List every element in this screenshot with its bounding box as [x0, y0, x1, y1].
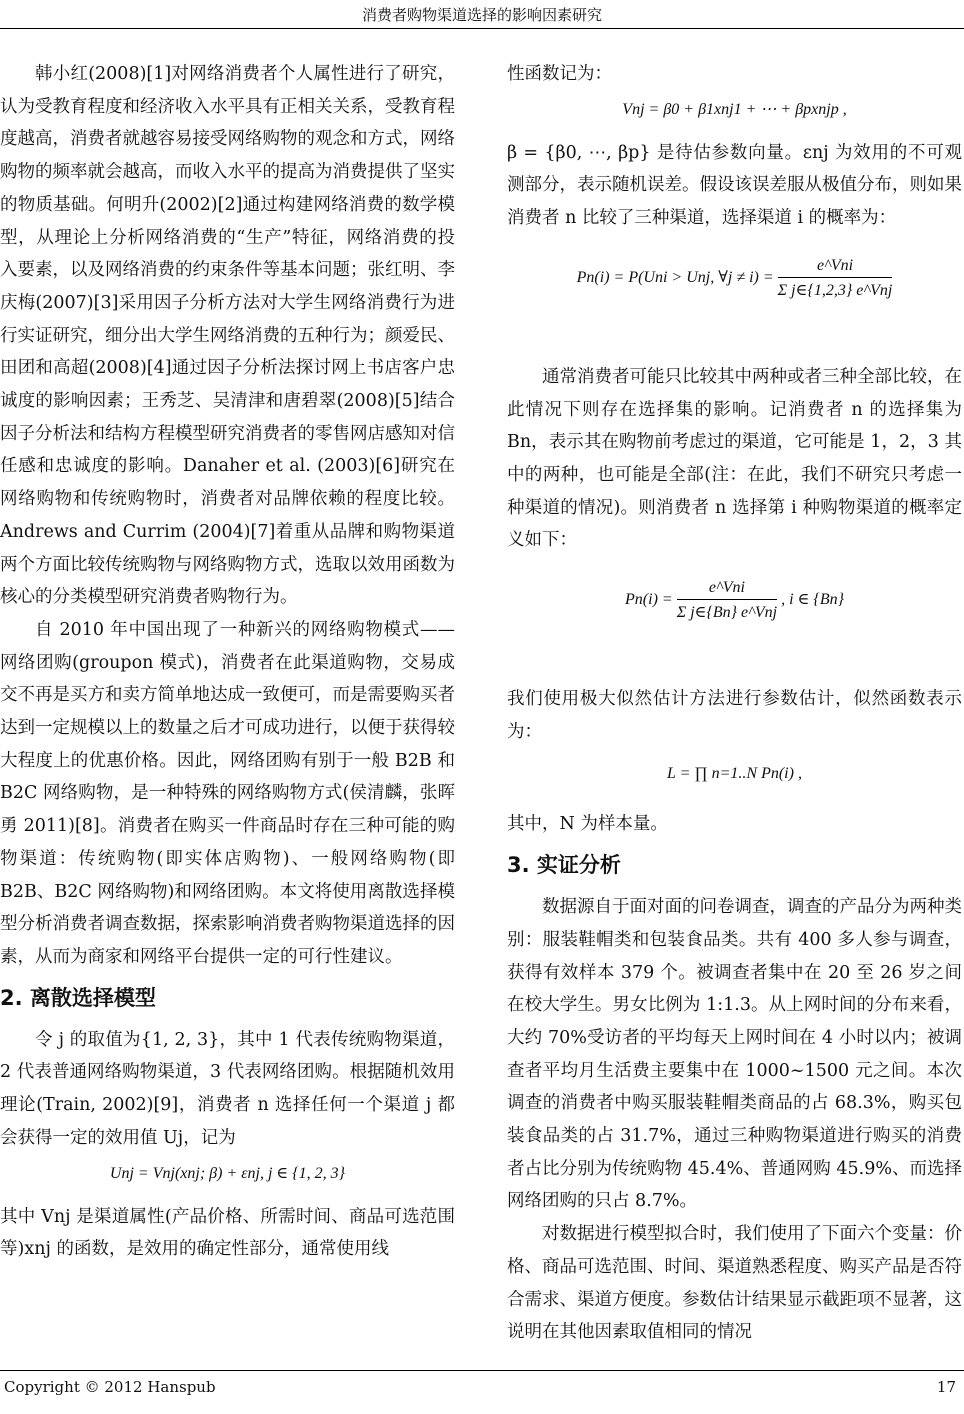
eq4-fraction: [677, 579, 777, 622]
right-column: [507, 58, 962, 1349]
section-heading-discrete-choice: 2. 离散选择模型: [0, 985, 156, 1010]
equation-choice-set-probability: [507, 565, 962, 665]
paragraph-likelihood: 我们使用极大似然估计方法进行参数估计，似然函数表示为：: [507, 689, 962, 742]
paragraph-utility-definition: 令 j 的取值为{1, 2, 3}，其中 1 代表传统购物渠道，2 代表普通网络购物渠道，3 代表网络团购。根据随机效用理论(Train, 2002)[9]，消费者 n 选择任何一个渠道 j 都会获得一定的效用值 Uj，记为: [0, 1029, 455, 1148]
eq3-left: Pn(i) = P(Uni > Unj, ∀j ≠ i) =: [576, 268, 774, 286]
paragraph-literature-review: 韩小红(2008)[1]对网络消费者个人属性进行了研究，认为受教育程度和经济收入水平具有正相关关系，受教育程度越高，消费者就越容易接受网络购物的观念和方式，网络购物的频率就会越高，而收入水平的提高为消费提供了坚实的物质基础。何明升(2002)[2]通过构建网络消费的数学模型，从理论上分析网络消费的“生产”特征，网络消费的投入要素，以及网络消费的约束条件等基本问题；张红明、李庆梅(2007)[3]采用因子分析方法对大学生网络消费行为进行实证研究，细分出大学生网络消费的五种行为；颜爱民、田团和高超(2008)[4]通过因子分析法探讨网上书店客户忠诚度的影响因素；王秀芝、吴清津和唐碧翠(2008)[5]结合因子分析法和结构方程模型研究消费者的零售网店感知对信任感和忠诚度的影响。Danaher et al. (2003)[6]研究在网络购物和传统购物时，消费者对品牌依赖的程度比较。Andrews and Currim (2004)[7]着重从品牌和购物渠道两个方面比较传统购物与网络购物方式，选取以效用函数为核心的分类模型研究消费者购物行为。: [0, 64, 455, 608]
eq4-numerator: e^Vni: [677, 579, 777, 600]
eq3-denominator: Σ j∈{1,2,3} e^Vnj: [777, 281, 893, 299]
equation-logit-probability: [507, 243, 962, 343]
page-number: 17: [936, 1378, 956, 1396]
left-column: [0, 58, 455, 1266]
eq3-numerator: e^Vni: [778, 257, 893, 278]
eq4-left: Pn(i) =: [625, 591, 673, 609]
paragraph-beta-vector: β = {β0, ⋯, βp} 是待估参数向量。εnj 为效用的不可观测部分，表示随机误差。假设该误差服从极值分布，则如果消费者 n 比较了三种渠道，选择渠道 i 的概率为：: [507, 142, 962, 229]
page-footer: [0, 1378, 964, 1408]
paragraph-sample-size: 其中，N 为样本量。: [507, 814, 668, 835]
running-header: [0, 0, 964, 25]
paragraph-linear-function: 性函数记为：: [507, 64, 612, 84]
eq4-right: , i ∈ {Bn}: [781, 591, 844, 609]
equation-likelihood: L = ∏ n=1..N Pn(i) ,: [667, 765, 802, 783]
equation-utility: Unj = Vnj(xnj; β) + εnj, j ∈ {1, 2, 3}: [109, 1164, 346, 1182]
copyright-text: Copyright © 2012 Hanspub: [4, 1378, 216, 1396]
footer-divider: [0, 1370, 964, 1371]
paragraph-choice-set: 通常消费者可能只比较其中两种或者三种全部比较，在此情况下则存在选择集的影响。记消费者 n 的选择集为 Bn，表示其在购物前考虑过的渠道，它可能是 1，2，3 其中的两种，也可能是全部(注：在此，我们不研究只考虑一种渠道的情况)。则消费者 n 选择第 i 种购物渠道的概率定义如下：: [507, 366, 962, 551]
paragraph-data-source: 数据源自于面对面的问卷调查，调查的产品分为两种类别：服装鞋帽类和包装食品类。共有 400 多人参与调查，获得有效样本 379 个。被调查者集中在 20 至 26 岁之间在校大学生。男女比例为 1:1.3。从上网时间的分布来看，大约 70%受访者的平均每天上网时间在 4 小时以内；被调查者平均月生活费主要集中在 1000~1500 元之间。本次调查的消费者中购买服装鞋帽类商品的占 68.3%，购买包装食品类的占 31.7%，通过三种购物渠道进行购买的消费者占比分别为传统购物 45.4%、普通网购 45.9%、而选择网络团购的只占 8.7%。: [507, 897, 962, 1212]
paragraph-model-fitting: 对数据进行模型拟合时，我们使用了下面六个变量：价格、商品可选范围、时间、渠道熟悉程度、购买产品是否符合需求、渠道方便度。参数估计结果显示截距项不显著，这说明在其他因素取值相同的情况: [507, 1224, 962, 1343]
paragraph-vnj-definition: 其中 Vnj 是渠道属性(产品价格、所需时间、商品可选范围等)xnj 的函数，是效用的确定性部分，通常使用线: [0, 1206, 455, 1260]
section-heading-empirical: 3. 实证分析: [507, 853, 621, 878]
eq3-fraction: [778, 257, 893, 300]
paragraph-groupon-intro: 自 2010 年中国出现了一种新兴的网络购物模式——网络团购(groupon 模式)，消费者在此渠道购物，交易成交不再是买方和卖方简单地达成一致便可，而是需要购买者达到一定规模以上的数量之后才可成功进行，以便于获得较大程度上的优惠价格。因此，网络团购有别于一般 B2B 和 B2C 网络购物，是一种特殊的网络购物方式(侯清麟，张晖勇 2011)[8]。消费者在购买一件商品时存在三种可能的购物渠道：传统购物(即实体店购物)、一般网络购物(即 B2B、B2C 网络购物)和网络团购。本文将使用离散选择模型分析消费者调查数据，探索影响消费者购物渠道选择的因素，从而为商家和网络平台提供一定的可行性建议。: [0, 619, 455, 967]
eq4-denominator: Σ j∈{Bn} e^Vnj: [676, 604, 778, 622]
header-divider: [0, 28, 964, 29]
header-title: 消费者购物渠道选择的影响因素研究: [361, 6, 602, 24]
equation-linear-v: Vnj = β0 + β1xnj1 + ⋯ + βpxnjp ,: [622, 100, 847, 118]
